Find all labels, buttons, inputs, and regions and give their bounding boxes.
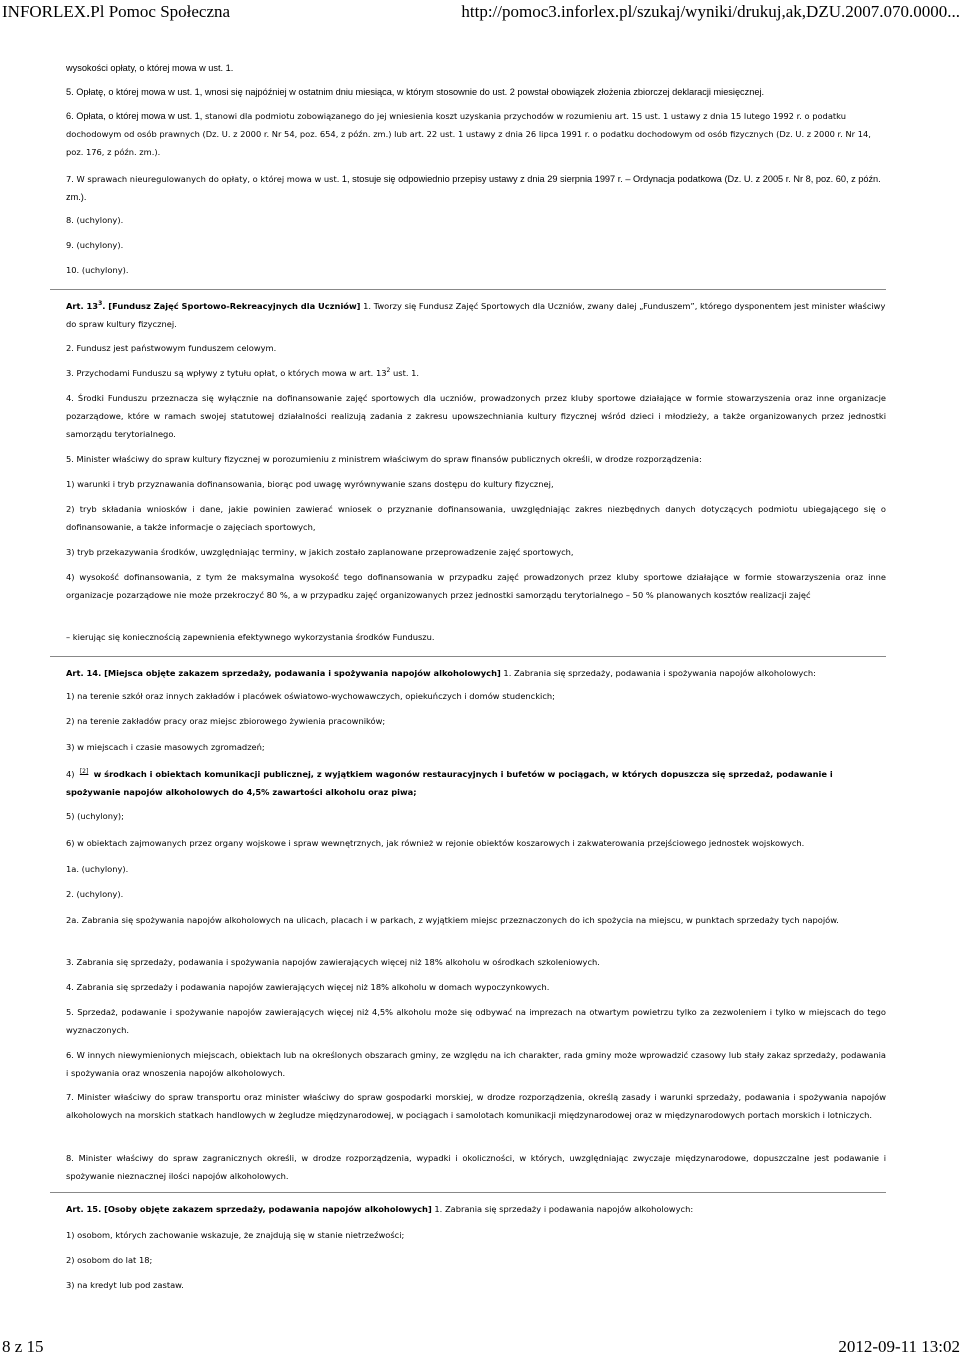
paragraph: 1a. (uchylony). (66, 864, 129, 874)
paragraph: 3. Zabrania się sprzedaży, podawania i spożywania napojów zawierających więcej niż 18% alkoholu w ośrodkach szkoleniowych. (66, 957, 600, 967)
paragraph: 4. Zabrania się sprzedaży i podawania napojów zawierających więcej niż 18% alkoholu w domach wypoczynkowych. (66, 982, 550, 992)
paragraph: – kierując się koniecznością zapewnienia efektywnego wykorzystania środków Funduszu. (66, 632, 435, 642)
paragraph: 3. Przychodami Funduszu są wpływy z tytułu opłat, o których mowa w art. $13^2$ ust. 1. (66, 367, 420, 378)
page-number: 8 z 15 (2, 1337, 44, 1356)
amended-text: w środkach i obiektach komunikacji publicznej, z wyjątkiem wagonów restauracyjnych i bufetów w pociągach, w których dopuszcza się sprzedaż, podawanie i spożywanie napojów alkoholowych do 4,5% zawartości alkoholu oraz piwa; (66, 769, 833, 797)
list-item: 1) na terenie szkół oraz innych zakładów i placówek oświatowo-wychowawczych, opiekuńczych i domów studenckich; (66, 691, 555, 701)
article-13-3 (66, 297, 886, 333)
paragraph (66, 107, 886, 161)
paragraph-text: 1. Zabrania się sprzedaży, podawania i spożywania napojów alkoholowych: (500, 668, 816, 678)
list-item: 3) w miejscach i czasie masowych zgromadzeń; (66, 742, 265, 752)
article-title: Art. 14. [Miejsca objęte zakazem sprzedaży, podawania i spożywania napojów alkoholowych] (66, 668, 501, 678)
paragraph: 6. W innych niewymienionych miejscach, obiektach lub na określonych obszarach gminy, ze względu na ich charakter, rada gminy może wprowadzić czasowy lub stały zakaz sprzedaży, podawania i spożywania oraz wnoszenia napojów alkoholowych. (66, 1050, 886, 1078)
paragraph: 4. Środki Funduszu przeznacza się wyłącznie na dofinansowanie zajęć sportowych dla uczniów, prowadzonych przez kluby sportowe działające w formie stowarzyszenia oraz inne organizacje pozarządowe, które w ramach swojej statutowej działalności realizują zadania z zakresu upowszechniania kultury fizycznej wśród dzieci i młodzieży, a także organizowanych przez jednostki samorządu terytorialnego. (66, 393, 886, 439)
paragraph: 5. Minister właściwy do spraw kultury fizycznej w porozumieniu z ministrem właściwym do spraw finansów publicznych określi, w drodze rozporządzenia: (66, 454, 702, 464)
list-item: 5) (uchylony); (66, 811, 124, 821)
header-url: http://pomoc3.inforlex.pl/szukaj/wyniki/drukuj,ak,DZU.2007.070.0000... (461, 2, 960, 21)
article-title: Art. 15. [Osoby objęte zakazem sprzedaży, podawania napojów alkoholowych] (66, 1204, 432, 1214)
print-datetime: 2012-09-11 13:02 (838, 1337, 960, 1356)
list-item: 4) wysokość dofinansowania, z tym że maksymalna wysokość tego dofinansowania w przypadku zajęć prowadzonych przez kluby sportowe działające w formie stowarzyszenia oraz inne organizacje pozarządowe nie może przekroczyć 80 %, a w przypadku zajęć organizowanych przez jednostki samorządu terytorialnego – 50 % planowanych kosztów realizacji zajęć (66, 572, 886, 600)
list-item: 6) w obiektach zajmowanych przez organy wojskowe i spraw wewnętrznych, jak również w rejonie obiektów koszarowych i zakwaterowania przejściowego jednostek wojskowych. (66, 838, 805, 848)
list-item: 2) osobom do lat 18; (66, 1255, 153, 1265)
list-item: 3) na kredyt lub pod zastaw. (66, 1280, 184, 1290)
paragraph: 5. Sprzedaż, podawanie i spożywanie napojów zawierających więcej niż 4,5% alkoholu może się odbywać na imprezach na otwartym powietrzu tylko za zezwoleniem i tylko w miejscach do tego wyznaczonych. (66, 1007, 886, 1035)
article-title: . [Fundusz Zajęć Sportowo-Rekreacyjnych dla Uczniów] (102, 301, 361, 311)
list-item: 2) tryb składania wniosków i dane, jakie powinien zawierać wniosek o przyznanie dofinansowania, uwzględniając zakres niezbędnych danych dotyczących podmiotu ubiegającego się o dofinansowanie, a także informacje o zajęciach sportowych, (66, 504, 886, 532)
list-item: 3) tryb przekazywania środków, uwzględniając terminy, w jakich zostało zaplanowane przeprowadzenie zajęć sportowych, (66, 547, 574, 557)
superscript: 3 (98, 300, 103, 308)
list-item: 1) warunki i tryb przyznawania dofinansowania, biorąc pod uwagę wyrównywanie szans dostępu do kultury fizycznej, (66, 479, 554, 489)
paragraph-lead: 7. W sprawach nieuregulowanych do opłaty, o której mowa w ust. (66, 174, 340, 184)
paragraph: 5. Opłatę, o której mowa w ust. 1, wnosi się najpóźniej w ostatnim dniu miesiąca, w którym stosownie do ust. 2 powstał obowiązek złożenia zbiorczej deklaracji miesięcznej. (66, 87, 765, 97)
paragraph-text: stanowi dla podmiotu zobowiązanego do jej wniesienia koszt uzyskania przychodów w rozumieniu art. 15 ust. 1 ustawy z dnia 15 lutego 1992 r. o podatku dochodowym od osób prawnych (Dz. U. z 2000 r. Nr 54, poz. 654, z późn. zm.) lub art. 22 ust. 1 ustawy z dnia 26 lipca 1991 r. o podatku dochodowym od osób fizycznych (Dz. U. z 2000 r. Nr 14, poz. 176, z późn. zm.). (66, 111, 871, 157)
paragraph: 8. (uchylony). (66, 215, 124, 225)
paragraph: 8. Minister właściwy do spraw zagranicznych określi, w drodze rozporządzenia, wypadki i okoliczności, w których, uwzględniając zwyczaje międzynarodowe, dopuszczalne jest podawanie i spożywanie nieznacznej ilości napojów alkoholowych. (66, 1153, 886, 1181)
section-divider (50, 289, 886, 290)
superscript: 2 (386, 367, 391, 375)
paragraph: wysokości opłaty, o której mowa w ust. 1. (66, 63, 234, 73)
section-divider (50, 656, 886, 657)
paragraph: 2a. Zabrania się spożywania napojów alkoholowych na ulicach, placach i w parkach, z wyjątkiem miejsc przeznaczonych do ich spożycia na miejscu, w punktach sprzedaży tych napojów. (66, 915, 839, 925)
list-item: 2) na terenie zakładów pracy oraz miejsc zbiorowego żywienia pracowników; (66, 716, 386, 726)
header-site-title: INFORLEX.Pl Pomoc Społeczna (2, 2, 231, 21)
article-15 (66, 1200, 886, 1218)
section-divider (50, 1192, 886, 1193)
footnote-link[interactable]: [2] (79, 768, 89, 776)
list-item: 1) osobom, których zachowanie wskazuje, że znajdują się w stanie nietrzeźwości; (66, 1230, 405, 1240)
paragraph: 2. (uchylony). (66, 889, 124, 899)
paragraph: 7. Minister właściwy do spraw transportu oraz minister właściwy do spraw gospodarki morskiej, w drodze rozporządzenia, określą zasady i warunki sprzedaży, podawania i spożywania napojów alkoholowych na morskich statkach handlowych w żegludze międzynarodowej, w pociągach i samolotach komunikacji międzynarodowej oraz w międzynarodowych portach morskich i lotniczych. (66, 1092, 886, 1120)
paragraph-text: 1. Zabrania się sprzedaży i podawania napojów alkoholowych: (431, 1204, 694, 1214)
paragraph-text: 1. Tworzy się Fundusz Zajęć Sportowych dla Uczniów, zwany dalej „Funduszem”, którego dysponentem jest minister właściwy do spraw kultury fizycznej. (66, 301, 886, 329)
paragraph-text: 1, stosuje się odpowiednio przepisy ustawy z dnia 29 sierpnia 1997 r. – Ordynacja podatkowa (Dz. U. z 2005 r. Nr 8, poz. 60, z późn. zm.). (66, 174, 881, 202)
article-14 (66, 664, 886, 682)
paragraph: 9. (uchylony). (66, 240, 124, 250)
article-number: Art. $13^3$. [Fundusz Zajęć Sportowo-Rekreacyjnych dla Uczniów] (66, 300, 361, 311)
paragraph (66, 170, 886, 206)
paragraph-lead: 6. Opłata, o której mowa w ust. 1, (66, 111, 203, 121)
list-item: 4) [2] w środkach i obiektach komunikacji publicznej, z wyjątkiem wagonów restauracyjnych i bufetów w pociągach, w których dopuszcza się sprzedaż, podawanie i spożywanie napojów alkoholowych do 4,5% zawartości alkoholu oraz piwa; (66, 768, 833, 797)
paragraph: 2. Fundusz jest państwowym funduszem celowym. (66, 343, 277, 353)
paragraph: 10. (uchylony). (66, 265, 129, 275)
